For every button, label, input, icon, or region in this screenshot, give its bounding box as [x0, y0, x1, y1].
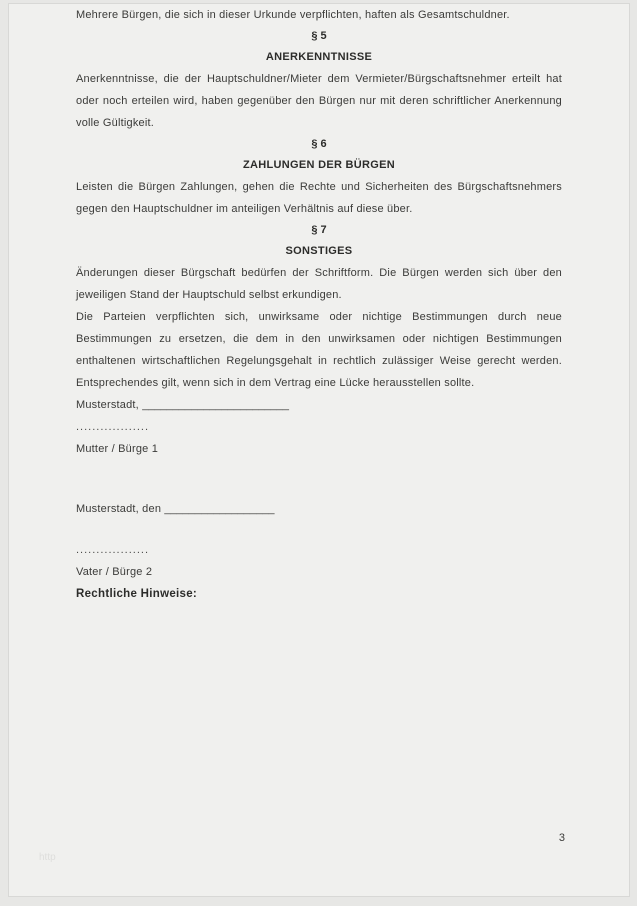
signature-2-place-label: Musterstadt, den — [76, 503, 162, 515]
section-6 — [76, 134, 562, 220]
section-7-number: § 7 — [311, 224, 327, 236]
signature-2-dotted-line: .................. — [76, 544, 150, 556]
signature-1-place-label: Musterstadt, — [76, 399, 139, 411]
section-5-title: ANERKENNTNISSE — [265, 51, 373, 63]
signature-2-date-blank: __________________ — [164, 503, 275, 515]
signature-2-place-line — [76, 498, 562, 520]
section-6-number: § 6 — [311, 138, 327, 150]
section-5 — [76, 26, 562, 134]
section-7-title: SONSTIGES — [285, 245, 353, 257]
watermark-text: http — [39, 852, 56, 863]
paragraph-gesamtschuldner: Mehrere Bürgen, die sich in dieser Urkunde verpflichten, haften als Gesamtschuldner. — [76, 9, 510, 21]
section-6-paragraph: Leisten die Bürgen Zahlungen, gehen die Rechte und Sicherheiten des Bürgschaftsnehmers gegen den Hauptschuldner im anteiligen Verhältnis auf diese über. — [76, 181, 562, 215]
signature-1-date-blank: ________________________ — [142, 399, 290, 411]
signature-block-2 — [76, 498, 562, 583]
signature-1-place-line — [76, 394, 562, 416]
section-5-number: § 5 — [311, 30, 327, 42]
legal-notes-heading: Rechtliche Hinweise: — [76, 588, 198, 600]
section-7 — [76, 220, 562, 394]
signature-2-role-label: Vater / Bürge 2 — [76, 566, 153, 578]
signature-block-1 — [76, 394, 562, 460]
document-page — [8, 3, 630, 897]
page-number: 3 — [558, 832, 565, 844]
section-5-paragraph: Anerkenntnisse, die der Hauptschuldner/Mieter dem Vermieter/Bürgschaftsnehmer erteilt hat oder noch erteilen wird, haben gegenüber den Bürgen nur mit deren schriftlicher Anerkennung volle Gültigkeit. — [76, 73, 562, 129]
signature-1-dotted-line: .................. — [76, 421, 150, 433]
section-7-paragraph-1: Änderungen dieser Bürgschaft bedürfen der Schriftform. Die Bürgen werden sich über den jeweiligen Stand der Hauptschuld selbst erkundigen. — [76, 267, 562, 301]
signature-1-role-label: Mutter / Bürge 1 — [76, 443, 159, 455]
section-6-title: ZAHLUNGEN DER BÜRGEN — [242, 159, 396, 171]
section-7-paragraph-2: Die Parteien verpflichten sich, unwirksame oder nichtige Bestimmungen durch neue Bestimmungen zu ersetzen, die dem in den unwirksamen oder nichtigen Bestimmungen enthaltenen wirtschaftlichen Regelungsgehalt in rechtlich zulässiger Weise gerecht werden. Entsprechendes gilt, wenn sich in dem Vertrag eine Lücke herausstellen sollte. — [76, 311, 562, 389]
